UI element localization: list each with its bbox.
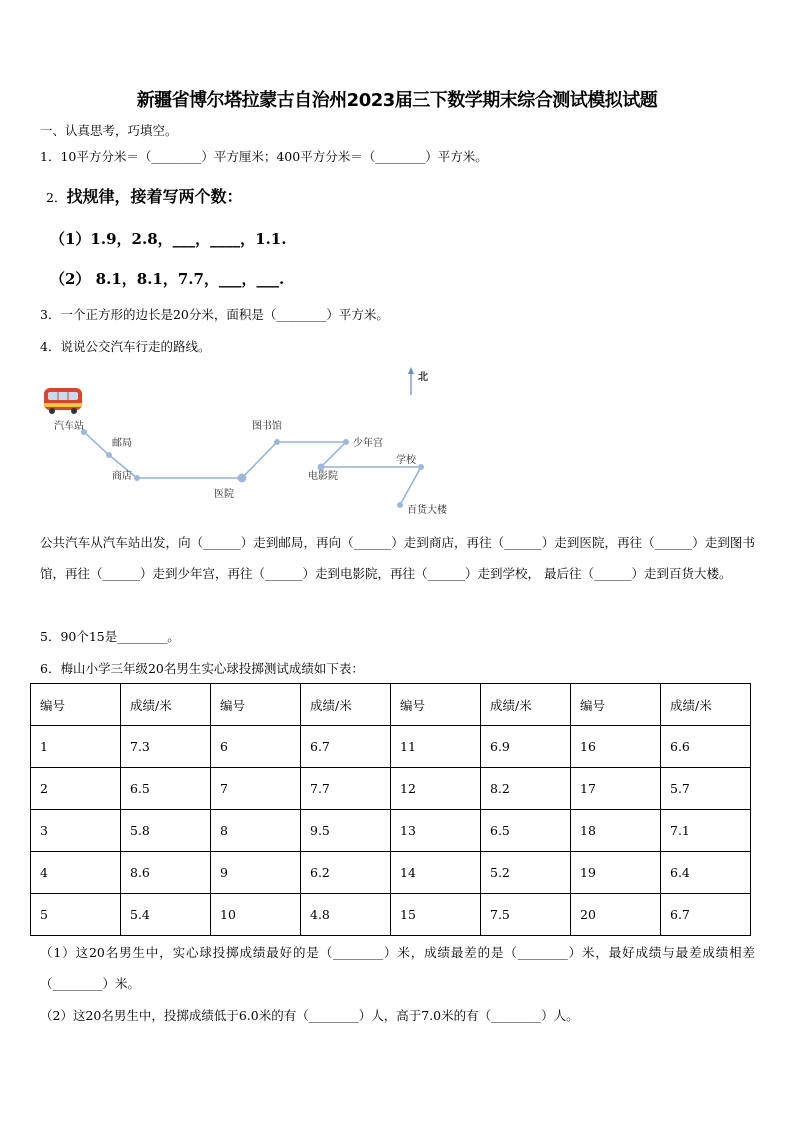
- question-3: 3．一个正方形的边长是20分米，面积是（________）平方米。: [40, 307, 389, 322]
- table-row: [31, 810, 751, 852]
- table-cell: 8.6: [121, 852, 211, 894]
- stop-label-post-office: 邮局: [112, 438, 132, 449]
- table-cell: 15: [391, 894, 481, 936]
- question-4-text: 公共汽车从汽车站出发，向（______）走到邮局，再向（______）走到商店，再往（______）走到医院，再往（______）走到图书馆，再往（______）走到少年宫，再往（______）走到电影院，再往（______）走到学校， 最后往（______）走到百货大楼。: [40, 535, 755, 581]
- table-header-cell: 编号: [571, 684, 661, 726]
- table-cell: 6.7: [661, 894, 751, 936]
- table-cell: 8.2: [481, 768, 571, 810]
- table-cell: 9: [211, 852, 301, 894]
- table-row: [31, 894, 751, 936]
- table-cell: 12: [391, 768, 481, 810]
- table-cell: 13: [391, 810, 481, 852]
- question-5: 5．90个15是________。: [40, 629, 180, 644]
- question-2-text: 找规律，接着写两个数：: [66, 187, 243, 206]
- table-cell: 5.7: [661, 768, 751, 810]
- stop-label-library: 图书馆: [252, 421, 282, 432]
- stop-label-hospital: 医院: [214, 489, 234, 500]
- table-cell: 18: [571, 810, 661, 852]
- table-header-cell: 成绩/米: [481, 684, 571, 726]
- question-6-part-1: （1）这20名男生中，实心球投掷成绩最好的是（________）米，成绩最差的是（________）米，最好成绩与最差成绩相差（________）米。: [40, 945, 755, 991]
- table-cell: 6.9: [481, 726, 571, 768]
- table-cell: 2: [31, 768, 121, 810]
- table-cell: 6.5: [121, 768, 211, 810]
- table-cell: 6.7: [301, 726, 391, 768]
- section-heading: 一、认真思考，巧填空。: [40, 123, 178, 138]
- table-cell: 5: [31, 894, 121, 936]
- stop-label-shop: 商店: [112, 471, 132, 482]
- table-cell: 6.2: [301, 852, 391, 894]
- table-cell: 6: [211, 726, 301, 768]
- table-cell: 20: [571, 894, 661, 936]
- table-cell: 1: [31, 726, 121, 768]
- stop-label-department-store: 百货大楼: [407, 505, 447, 516]
- table-cell: 6.4: [661, 852, 751, 894]
- stop-node-hospital: [238, 474, 247, 483]
- stop-node-library: [274, 439, 280, 445]
- stop-label-school: 学校: [396, 455, 416, 466]
- bus-route-map: [40, 365, 480, 525]
- table-row: [31, 852, 751, 894]
- table-header-cell: 成绩/米: [121, 684, 211, 726]
- table-cell: 19: [571, 852, 661, 894]
- table-cell: 9.5: [301, 810, 391, 852]
- table-row: [31, 768, 751, 810]
- stop-node-school: [418, 464, 424, 470]
- table-cell: 6.6: [661, 726, 751, 768]
- table-cell: 16: [571, 726, 661, 768]
- stop-label-bus-station: 汽车站: [54, 421, 84, 432]
- table-header-cell: 编号: [391, 684, 481, 726]
- question-2-number: 2．: [46, 190, 67, 205]
- stop-node-shop: [134, 475, 140, 481]
- table-cell: 7.3: [121, 726, 211, 768]
- stop-label-cinema: 电影院: [308, 471, 338, 482]
- table-cell: 7: [211, 768, 301, 810]
- table-row: [31, 726, 751, 768]
- north-label: 北: [418, 372, 428, 383]
- stop-node-youth-palace: [343, 439, 349, 445]
- table-cell: 5.8: [121, 810, 211, 852]
- table-cell: 5.2: [481, 852, 571, 894]
- table-header-cell: 编号: [31, 684, 121, 726]
- north-arrow-icon: [408, 367, 414, 395]
- table-cell: 6.5: [481, 810, 571, 852]
- table-header-cell: 编号: [211, 684, 301, 726]
- question-2-line-2: （2） 8.1，8.1，7.7，___，___.: [50, 270, 285, 288]
- bus-icon: [44, 388, 82, 414]
- table-cell: 3: [31, 810, 121, 852]
- table-cell: 7.5: [481, 894, 571, 936]
- table-cell: 7.7: [301, 768, 391, 810]
- question-4: 4．说说公交汽车行走的路线。: [40, 339, 211, 354]
- page-title: 新疆省博尔塔拉蒙古自治州2023届三下数学期末综合测试模拟试题: [136, 90, 658, 111]
- stop-node-post-office: [106, 452, 112, 458]
- question-6-part-2: （2）这20名男生中，投掷成绩低于6.0米的有（________）人，高于7.0米的有（________）人。: [40, 1008, 579, 1023]
- question-1: 1．10平方分米＝（________）平方厘米；400平方分米＝（________）平方米。: [40, 149, 488, 164]
- table-cell: 4: [31, 852, 121, 894]
- scores-table: [30, 683, 751, 936]
- table-header-cell: 成绩/米: [661, 684, 751, 726]
- table-cell: 10: [211, 894, 301, 936]
- table-cell: 17: [571, 768, 661, 810]
- question-2-line-1: （1）1.9，2.8，___，____，1.1.: [50, 230, 287, 248]
- table-cell: 7.1: [661, 810, 751, 852]
- stop-node-department-store: [397, 502, 403, 508]
- table-cell: 4.8: [301, 894, 391, 936]
- table-cell: 11: [391, 726, 481, 768]
- question-6: 6．梅山小学三年级20名男生实心球投掷测试成绩如下表：: [40, 661, 364, 676]
- table-header-cell: 成绩/米: [301, 684, 391, 726]
- table-cell: 14: [391, 852, 481, 894]
- table-header-row: [31, 684, 751, 726]
- table-cell: 8: [211, 810, 301, 852]
- stop-node-cinema: [318, 464, 325, 471]
- stop-label-youth-palace: 少年宫: [353, 438, 383, 449]
- table-cell: 5.4: [121, 894, 211, 936]
- question-2: [46, 184, 242, 207]
